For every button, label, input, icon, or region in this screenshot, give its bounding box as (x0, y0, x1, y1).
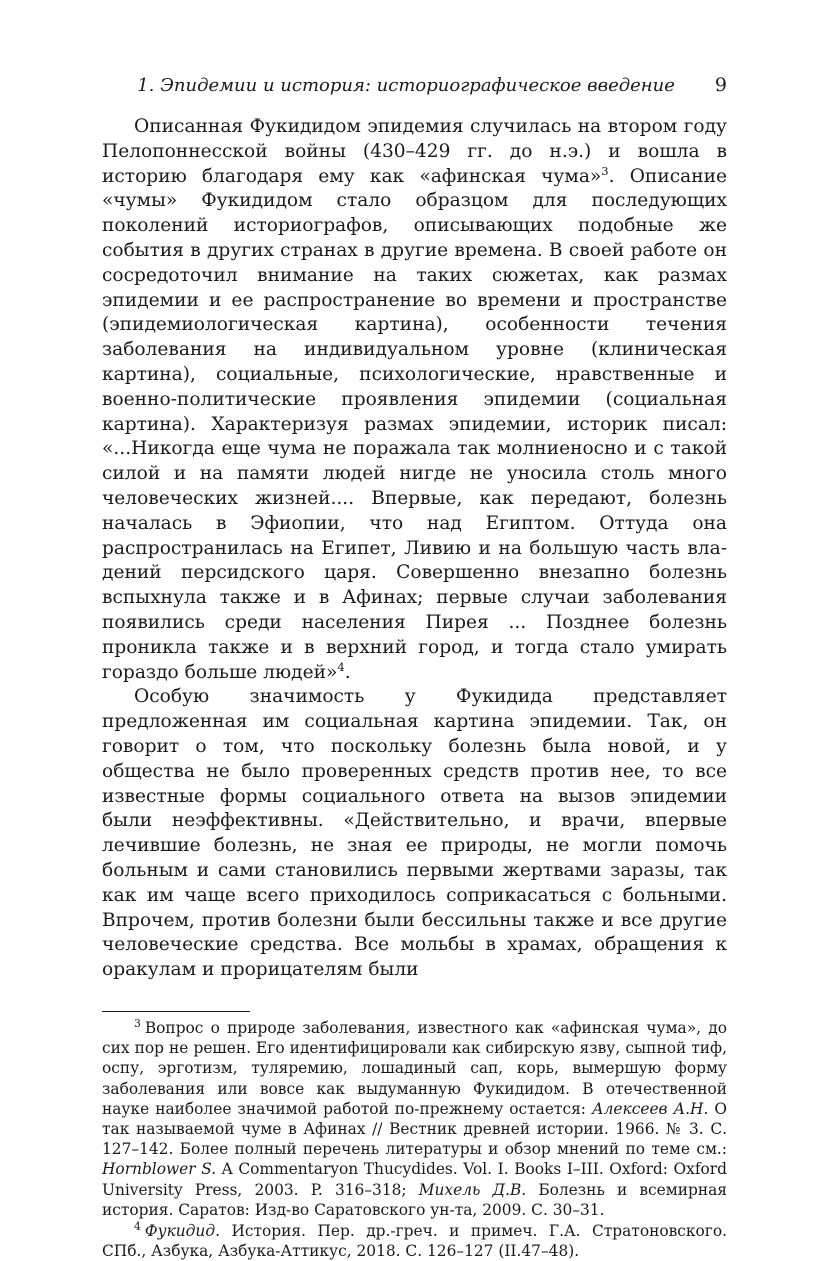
footnote-4-author: Фукидид (144, 1221, 216, 1240)
footnote-ref-3: 3 (601, 163, 609, 178)
footnote-3-text-3: A Commentaryon Thucydides. Vol. I. Books I–III. Oxford: Oxford University Press, 2003. P. 316–318; (102, 1160, 728, 1199)
running-header (102, 70, 727, 101)
page-number: 9 (714, 74, 727, 96)
footnote-3 (102, 1018, 727, 1220)
footnote-3-text-1: Вопрос о природе заболевания, известного как «афинская чума», до сих пор не решен. Его идентифицировали как сибирскую язву, сыпной тиф, оспу, эрготизм, туляремию, лошадиный сап, корь, вымершую форму заболевания или вовсе как выдуманную Фукидидом. В отечественной науке наиболее значимой работой по-прежнему остается: (102, 1018, 727, 1118)
paragraph-1 (102, 115, 727, 685)
footnotes (102, 1018, 727, 1261)
paragraph-1-text-b: . Описание «чумы» Фукидидом стало образцом для последующих поколений историографов, описывающих подобные же события в других странах в другие времена. В своей работе он сосредоточил внимание на таких сюжетах, как размах эпидемии и ее распространение во времени и пространстве (эпидемиологическая картина), особенности течения заболевания на индивидуальном уровне (клиническая картина), социальные, психологические, нравственные и военно-политические проявления эпидемии (социальная картина). Характеризуя размах эпидемии, историк писал: «...Никогда еще чума не поражала так молниеносно и с такой силой и на памяти людей нигде не уносила столь много человеческих жизней.... Впервые, как передают, болезнь началась в Эфиопии, что над Египтом. Оттуда она распространилась на Египет, Ливию и на большую часть владений персидского царя. Совершенно внезапно болезнь вспыхнула также и в Афинах; первые случаи заболевания появились среди населения Пирея ... Позднее болезнь проникла также и в верхний город, и тогда стало умирать гораздо больше людей» (102, 165, 728, 683)
paragraph-1-text-c: . (344, 661, 351, 683)
footnote-3-author-3: Михель Д.В. (418, 1180, 527, 1199)
footnote-3-author-2: Hornblower S. (102, 1160, 217, 1179)
paragraph-2: Особую значимость у Фукидида представляет предложенная им социальная картина эпидемии. Так, он говорит о том, что поскольку болезнь была новой, и у общества не было проверенных средств против нее, то все известные формы социального ответа на вызов эпидемии были неэффективны. «Действительно, и врачи, впервые лечившие болезнь, не зная ее природы, не могли помочь больным и сами становились первыми жертвами заразы, так как им чаще всего приходилось соприкасаться с больными. Впрочем, против болезни были бессильны также и все другие человеческие средства. Все мольбы в храмах, обращения к оракулам и прорицателям были (102, 686, 727, 981)
footnote-4-number: 4 (134, 1219, 141, 1233)
main-text (102, 115, 727, 983)
footnote-3-author-1: Алексеев А.Н. (591, 1099, 709, 1118)
running-title: 1. Эпидемии и история: историографическое введение (137, 75, 675, 96)
footnote-3-text-2: О так называемой чуме в Афинах // Вестник древней истории. 1966. № 3. С. 127–142. Более полный перечень литературы и обзор мнений по теме см.: (102, 1099, 727, 1159)
footnote-3-text-4: Болезнь и всемирная история. Саратов: Изд-во Саратовского ун-та, 2009. С. 30–31. (102, 1180, 727, 1219)
footnote-4-text: . История. Пер. др.-греч. и примеч. Г.А. Стратоновского. СПб., Азбука, Азбука-Аттикус, 2018. С. 126–127 (II.47–48). (102, 1221, 727, 1261)
footnote-divider (102, 1011, 250, 1012)
paragraph-1-text-a: Описанная Фукидидом эпидемия случилась на втором году Пелопоннесской войны (430–429 гг. до н.э.) и вошла в историю благодаря ему как «афинская чума» (102, 116, 727, 187)
footnote-3-number: 3 (134, 1016, 141, 1030)
book-page (102, 70, 727, 1261)
footnote-ref-4: 4 (337, 659, 345, 674)
